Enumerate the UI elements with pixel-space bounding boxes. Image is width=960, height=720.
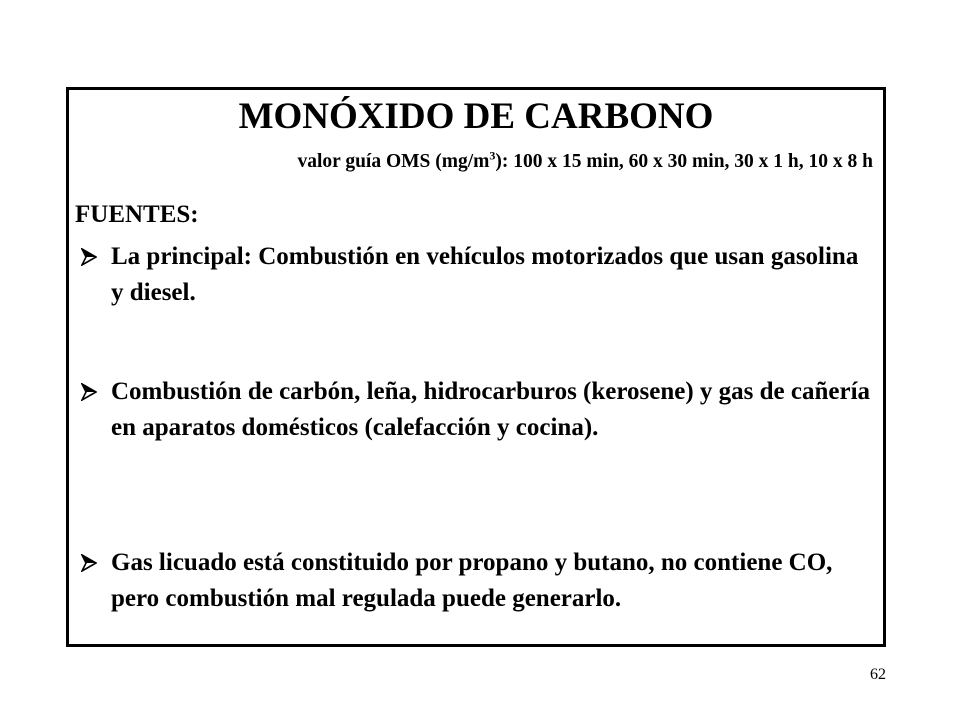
subtitle-suffix: ): 100 x 15 min, 60 x 30 min, 30 x 1 h, 10 x 8 h (495, 151, 873, 172)
who-guideline-values (79, 150, 873, 174)
list-item (81, 545, 871, 617)
sources-label: FUENTES: (75, 201, 199, 228)
page-number: 62 (870, 666, 886, 683)
arrowhead-bullet-icon (81, 545, 105, 581)
subtitle-prefix: valor guía OMS (mg/m (297, 151, 490, 172)
subtitle-superscript: 3 (489, 148, 496, 163)
bullet-text: Gas licuado está constituido por propano y butano, no contiene CO, pero combustión mal regulada puede generarlo. (111, 549, 833, 612)
list-item (81, 239, 871, 311)
arrowhead-bullet-icon (81, 374, 105, 410)
arrowhead-bullet-icon (81, 239, 105, 275)
slide-title: MONÓXIDO DE CARBONO (238, 96, 714, 137)
slide-frame (66, 87, 886, 647)
list-item (81, 374, 871, 446)
bullet-text: Combustión de carbón, leña, hidrocarburos (kerosene) y gas de cañería en aparatos domésticos (calefacción y cocina). (111, 378, 871, 441)
bullet-text: La principal: Combustión en vehículos motorizados que usan gasolina y diesel. (111, 243, 859, 306)
